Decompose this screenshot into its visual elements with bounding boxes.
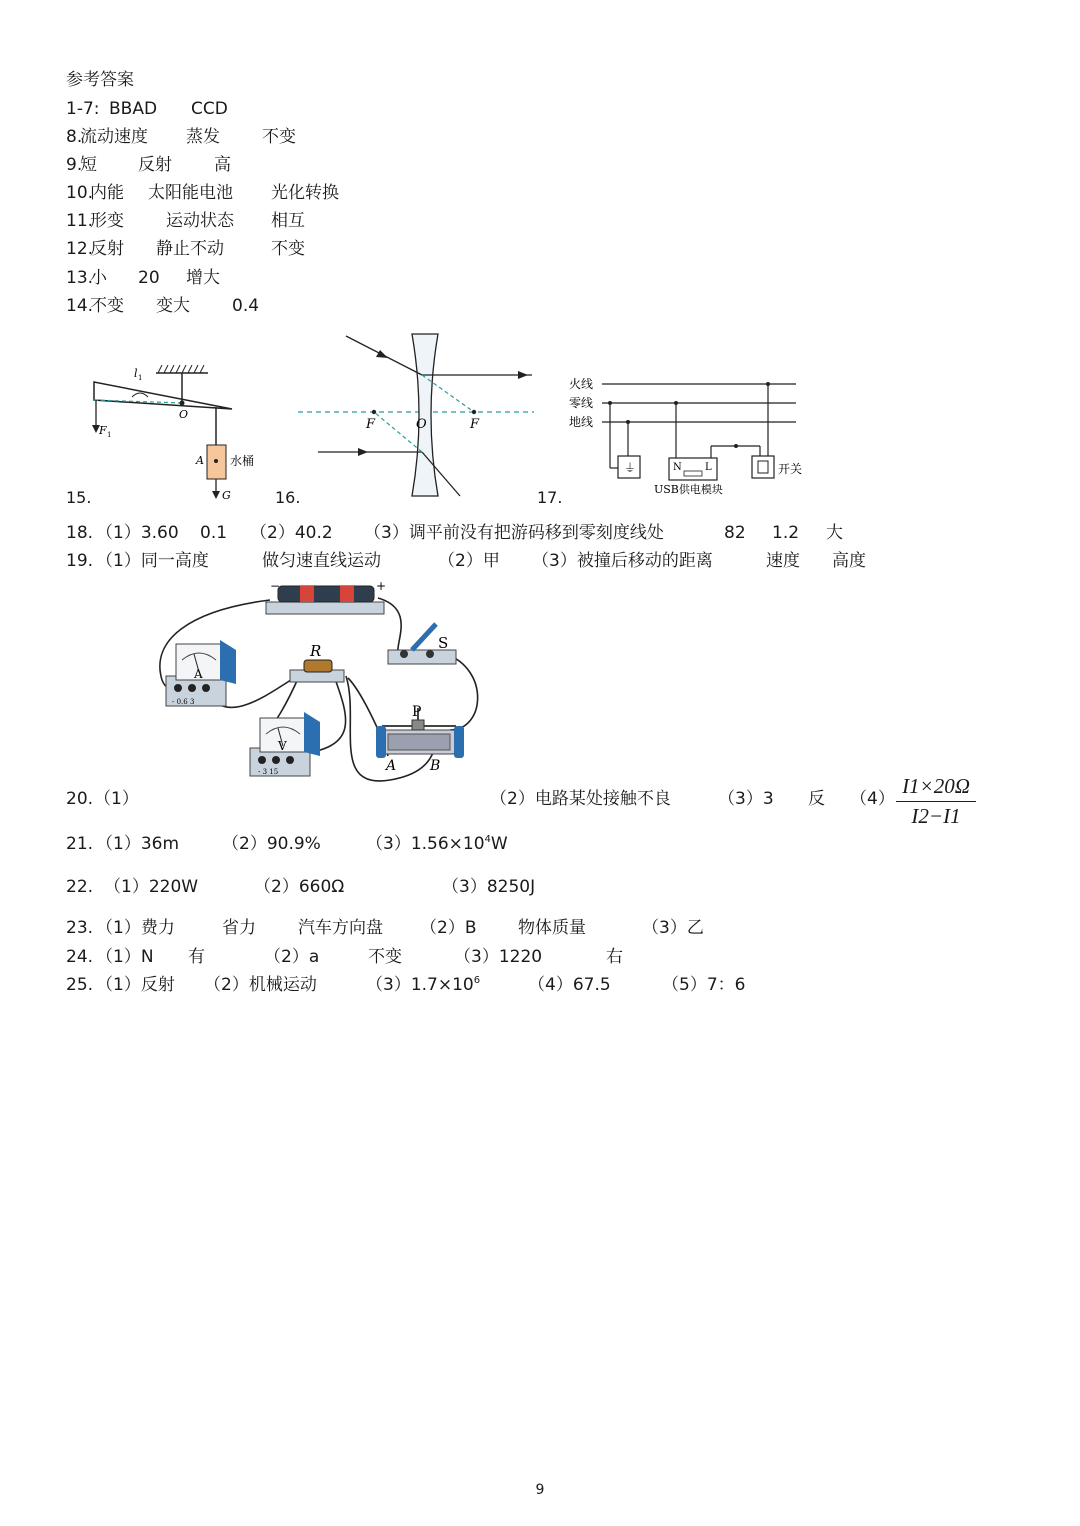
answer-part: 不变 bbox=[368, 947, 402, 967]
battery-band-1 bbox=[300, 586, 314, 602]
answer-part: （3）被撞后移动的距离 bbox=[532, 551, 713, 571]
battery-plus-label: + bbox=[376, 580, 387, 593]
switch-base bbox=[388, 650, 456, 664]
answer-part: CCD bbox=[191, 99, 228, 119]
focus-right bbox=[472, 410, 476, 414]
battery-minus-label: − bbox=[270, 580, 281, 593]
switch-terminal-2 bbox=[426, 650, 434, 658]
label-o: O bbox=[416, 417, 427, 432]
answer-part: （1）N bbox=[96, 947, 154, 967]
answer-part: （4） bbox=[850, 789, 895, 809]
question-number: 22. bbox=[66, 877, 94, 897]
answer-part: 反 bbox=[808, 789, 825, 809]
page-number: 9 bbox=[535, 1482, 545, 1498]
answer-part: 相互 bbox=[271, 211, 305, 231]
answer-part: 0.4 bbox=[232, 296, 260, 316]
answer-part: 增大 bbox=[186, 268, 220, 288]
label-f1-sub: 1 bbox=[107, 431, 112, 439]
figure-16-number: 16. bbox=[275, 488, 301, 507]
answer-part: （1）同一高度 bbox=[96, 551, 209, 571]
answer-part: （3）8250J bbox=[442, 877, 536, 897]
focus-left bbox=[372, 410, 376, 414]
answer-part: （3）1220 bbox=[454, 947, 543, 967]
switch-lever bbox=[412, 624, 436, 650]
answer-part: 内能 bbox=[90, 183, 124, 203]
ammeter-ticks: - 0.6 3 bbox=[172, 698, 195, 706]
answer-part: 不变 bbox=[271, 239, 305, 259]
answer-part: 反射 bbox=[138, 155, 172, 175]
answer-part: （2）a bbox=[264, 947, 320, 967]
pivot-point bbox=[180, 401, 185, 406]
answer-part: 小 bbox=[90, 268, 107, 288]
answer-part: 0.1 bbox=[200, 523, 228, 543]
wall-switch bbox=[752, 456, 774, 478]
answer-part: 大 bbox=[826, 523, 843, 543]
answer-part: （4）67.5 bbox=[528, 975, 611, 995]
ray-1-out-arrow bbox=[518, 371, 528, 379]
answer-part: （2）40.2 bbox=[250, 523, 333, 543]
label-ground: 地线 bbox=[569, 415, 594, 429]
fraction-numerator: I1×20Ω bbox=[896, 774, 976, 802]
figure-15-lever-diagram bbox=[84, 355, 274, 505]
concave-lens bbox=[412, 334, 438, 496]
answer-part: （5）7：6 bbox=[662, 975, 746, 995]
answer-part: 82 bbox=[724, 523, 746, 543]
answer-part: （3）乙 bbox=[642, 918, 704, 938]
label-l1: l bbox=[134, 367, 138, 380]
label-usb: USB供电模块 bbox=[654, 483, 723, 496]
label-rheostat-a: A bbox=[386, 758, 397, 774]
exponent: 6 bbox=[473, 975, 481, 986]
label-ammeter: A bbox=[194, 667, 203, 681]
fraction-denominator: I2−I1 bbox=[911, 804, 961, 828]
label-f1: F bbox=[99, 424, 107, 437]
answer-part: （1）36m bbox=[96, 834, 180, 854]
ray-1-arrow bbox=[376, 350, 388, 358]
figure-17-number: 17. bbox=[537, 488, 563, 507]
answer-part: 20 bbox=[138, 268, 160, 288]
answer-part: （1）220W bbox=[104, 877, 199, 897]
answer-part: （1） bbox=[94, 789, 139, 809]
battery-band-2 bbox=[340, 586, 354, 602]
label-p: P bbox=[412, 704, 422, 720]
answer-part: 短 bbox=[80, 155, 97, 175]
ceiling-hatch bbox=[158, 365, 204, 373]
label-n: N bbox=[673, 462, 682, 473]
question-number: 11. bbox=[66, 211, 94, 231]
answer-part: 静止不动 bbox=[156, 239, 224, 259]
label-r: R bbox=[310, 642, 322, 660]
answer-part: 高度 bbox=[832, 551, 866, 571]
question-number: 1-7: bbox=[66, 99, 100, 119]
gravity-arrow-head bbox=[212, 491, 220, 499]
answer-part: 运动状态 bbox=[166, 211, 234, 231]
answer-part: 高 bbox=[214, 155, 231, 175]
answer-part: （2）甲 bbox=[438, 551, 500, 571]
answer-part: （2）B bbox=[420, 918, 477, 938]
answer-part: （1）3.60 bbox=[96, 523, 179, 543]
answer-part: （3）1.7×10 bbox=[366, 975, 474, 995]
answer-part: （2）660Ω bbox=[254, 877, 345, 897]
answer-part: （3）1.56×10 bbox=[366, 834, 485, 854]
question-number: 10. bbox=[66, 183, 94, 203]
node-2 bbox=[626, 420, 630, 424]
figure-16-lens-diagram bbox=[296, 330, 536, 502]
answer-part: 物体质量 bbox=[518, 918, 586, 938]
answer-part: 右 bbox=[606, 947, 623, 967]
answer-part: （1）反射 bbox=[96, 975, 175, 995]
battery-holder bbox=[278, 586, 374, 602]
label-l: L bbox=[705, 462, 712, 473]
answer-part: （3）3 bbox=[718, 789, 774, 809]
answer-unit: W bbox=[490, 834, 508, 854]
label-rheostat-b: B bbox=[430, 758, 441, 774]
label-g: G bbox=[222, 489, 231, 502]
battery-base bbox=[266, 602, 384, 614]
question-number: 20. bbox=[66, 789, 94, 809]
answer-part: （2）电路某处接触不良 bbox=[490, 789, 671, 809]
answer-part: 反射 bbox=[90, 239, 124, 259]
answer-part: （2）90.9% bbox=[222, 834, 321, 854]
junction-point bbox=[734, 444, 738, 448]
answer-part: BBAD bbox=[109, 99, 158, 119]
answer-part: 光化转换 bbox=[271, 183, 339, 203]
question-number: 14. bbox=[66, 296, 94, 316]
ray-2-extension bbox=[374, 412, 422, 452]
answer-part: 汽车方向盘 bbox=[298, 918, 383, 938]
figure-17-circuit-diagram bbox=[566, 372, 806, 500]
figure-20-circuit-apparatus bbox=[150, 580, 490, 795]
answer-part: 形变 bbox=[90, 211, 124, 231]
figure-15-number: 15. bbox=[66, 488, 92, 507]
answer-part-power bbox=[366, 834, 508, 857]
arm-brace bbox=[132, 393, 148, 397]
question-number: 12. bbox=[66, 239, 94, 259]
answer-part: 1.2 bbox=[772, 523, 800, 543]
answer-part: （1）费力 bbox=[96, 918, 175, 938]
question-number: 21. bbox=[66, 834, 94, 854]
label-neutral: 零线 bbox=[569, 396, 594, 410]
answer-part: 做匀速直线运动 bbox=[262, 551, 381, 571]
question-number: 18. bbox=[66, 523, 94, 543]
resistor-body bbox=[304, 660, 332, 672]
label-o: O bbox=[179, 408, 189, 421]
label-f-right: F bbox=[470, 417, 480, 432]
answer-part: 变大 bbox=[156, 296, 190, 316]
formula-fraction bbox=[896, 774, 976, 829]
exponent: 4 bbox=[484, 834, 491, 845]
label-live: 火线 bbox=[569, 377, 594, 391]
node-4 bbox=[766, 382, 770, 386]
question-number: 19. bbox=[66, 551, 94, 571]
bucket-center bbox=[214, 459, 218, 463]
question-number: 25. bbox=[66, 975, 94, 995]
question-number: 8. bbox=[66, 127, 83, 147]
answer-part: 不变 bbox=[90, 296, 124, 316]
question-number: 23. bbox=[66, 918, 94, 938]
label-bucket: 水桶 bbox=[230, 454, 255, 468]
label-switch: 开关 bbox=[778, 462, 803, 476]
answer-part: 蒸发 bbox=[186, 127, 220, 147]
page-heading: 参考答案 bbox=[66, 70, 134, 90]
answer-part: 太阳能电池 bbox=[148, 183, 233, 203]
label-l1-sub: 1 bbox=[138, 374, 143, 382]
ray-2-arrow bbox=[358, 448, 368, 456]
label-a: A bbox=[196, 454, 204, 467]
answer-part: 速度 bbox=[766, 551, 800, 571]
question-number: 24. bbox=[66, 947, 94, 967]
label-f-left: F bbox=[366, 417, 376, 432]
answer-part: 有 bbox=[188, 947, 205, 967]
answer-part: （2）机械运动 bbox=[204, 975, 317, 995]
label-s: S bbox=[438, 634, 449, 652]
socket-icon: ⏚ bbox=[624, 461, 637, 475]
lever-bar bbox=[94, 382, 232, 409]
label-voltmeter: V bbox=[278, 739, 287, 753]
question-number: 13. bbox=[66, 268, 94, 288]
question-number: 9. bbox=[66, 155, 83, 175]
node-3 bbox=[674, 401, 678, 405]
node-1 bbox=[608, 401, 612, 405]
answer-part: （3）调平前没有把游码移到零刻度线处 bbox=[364, 523, 664, 543]
answer-part-power bbox=[366, 975, 480, 998]
answer-part: 不变 bbox=[262, 127, 296, 147]
answer-part: 省力 bbox=[222, 918, 256, 938]
switch-terminal-1 bbox=[400, 650, 408, 658]
answer-part: 流动速度 bbox=[80, 127, 148, 147]
voltmeter-ticks: - 3 15 bbox=[258, 768, 279, 776]
